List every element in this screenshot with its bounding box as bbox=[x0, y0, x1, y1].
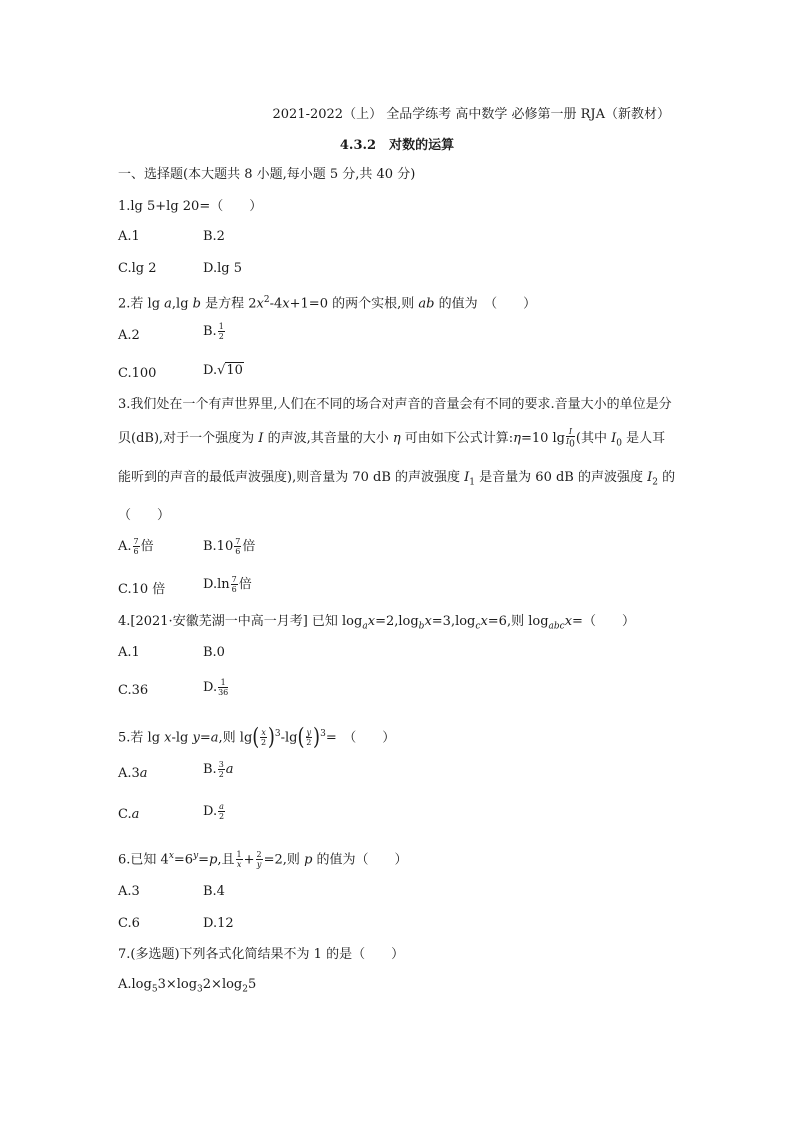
q5-option-d: D. $\frac{a}{2}$ bbox=[203, 802, 225, 821]
q4-option-b: B.0 bbox=[203, 645, 225, 660]
q1-option-c: C.lg 2 bbox=[118, 261, 157, 276]
q2-option-b: B. $\frac{1}{2}$ bbox=[203, 322, 224, 341]
question-2-stem: 2.若 lg a,lg b 是方程 $2x^2-4x+1=0$ 的两个实根,则 ab 的值为 （ ） bbox=[118, 295, 537, 312]
question-5-stem: 5.若 lg x-lg y=a,则 lg( $\frac{x}{2}$ )$^3$-lg( $\frac{y}{2}$ )$^3$= （ ） bbox=[118, 723, 396, 751]
q4-option-d: D. $\frac{1}{36}$ bbox=[203, 678, 229, 697]
q6-option-a: A.3 bbox=[118, 884, 140, 899]
q6-option-b: B.4 bbox=[203, 884, 225, 899]
question-3-stem: 3.我们处在一个有声世界里,人们在不同的场合对声音的音量会有不同的要求.音量大小的单位是分贝(dB),对于一个强度为 I 的声波,其音量的大小 η 可由如下公式计算:η=10 lg $\frac{I}{I_0}$ (其中 $I_0$ 是人耳能听到的声音的最低声波强度),则音量为 70 dB 的声波强度 $I_1$ 是音量为 60 dB 的声波强度 $I_2$ 的 （ ） bbox=[118, 397, 689, 524]
q1-option-b: B.2 bbox=[203, 229, 225, 244]
section-heading: 一、选择题(本大题共 8 小题,每小题 5 分,共 40 分) bbox=[118, 167, 416, 182]
q5-option-b: B. $\frac{3}{2}$ a bbox=[203, 760, 234, 779]
question-6-stem: 6.已知 $4^x=6^y=p$,且 $\frac{1}{x}$ + $\frac{2}{y}$ =2,则 p 的值为（ ） bbox=[118, 850, 408, 870]
q3-option-d: D.ln $\frac{7}{6}$ 倍 bbox=[203, 575, 252, 594]
section-title: 4.3.2 对数的运算 bbox=[339, 138, 455, 153]
q3-option-c: C.10 倍 bbox=[118, 582, 166, 597]
q2-option-d: D.√10 bbox=[203, 363, 243, 378]
q1-option-d: D.lg 5 bbox=[203, 261, 242, 276]
q3-option-a: A. $\frac{7}{6}$ 倍 bbox=[118, 537, 154, 556]
q4-option-a: A.1 bbox=[118, 645, 140, 660]
q2-option-c: C.100 bbox=[118, 366, 157, 381]
q6-option-d: D.12 bbox=[203, 916, 234, 931]
q3-option-b: B.10 $\frac{7}{6}$ 倍 bbox=[203, 537, 256, 556]
q2-option-a: A.2 bbox=[118, 328, 140, 343]
q5-option-c: C.a bbox=[118, 807, 140, 822]
q6-option-c: C.6 bbox=[118, 916, 140, 931]
q1-option-a: A.1 bbox=[118, 229, 140, 244]
question-7-stem: 7.(多选题)下列各式化简结果不为 1 的是（ ） bbox=[118, 947, 405, 962]
q5-option-a: A.3a bbox=[118, 766, 148, 781]
question-1-stem: 1.lg 5+lg 20=（ ） bbox=[118, 199, 263, 214]
question-4-stem: 4.[2021·安徽芜湖一中高一月考] 已知 $\log_ax=2,\log_bx=3,\log_cx=6$,则 $\log_{abc}x=$（ ） bbox=[118, 614, 635, 632]
q7-option-a: $A.\log_53\times\log_32\times\log_25$ bbox=[118, 977, 257, 995]
page-header: 2021-2022（上） 全品学练考 高中数学 必修第一册 RJA（新教材） bbox=[272, 107, 670, 122]
q4-option-c: C.36 bbox=[118, 683, 149, 698]
